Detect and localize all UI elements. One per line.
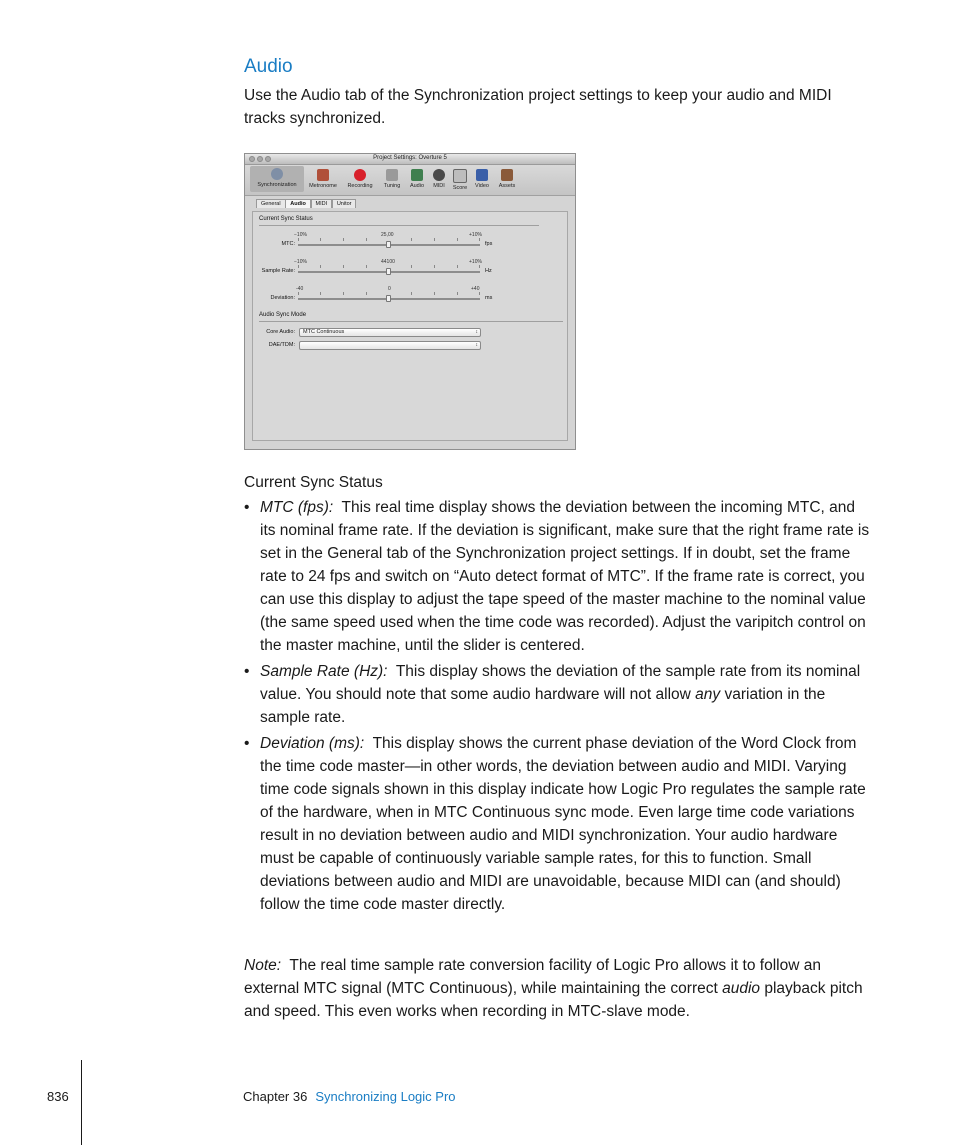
project-settings-window [244, 153, 576, 450]
bullet-term: Deviation (ms): [260, 735, 365, 752]
deviation-center-label: 0 [388, 286, 391, 292]
bullet-term: Sample Rate (Hz): [260, 663, 388, 680]
intro-paragraph: Use the Audio tab of the Synchronization project settings to keep your audio and MIDI tracks synchronized. [244, 87, 832, 127]
toolbar-tuning[interactable]: Tuning [379, 167, 405, 189]
tab-midi[interactable]: MIDI [311, 199, 333, 208]
note-text: playback pitch and speed. This even works when recording in MTC-slave mode. [244, 980, 863, 1020]
settings-tabs [256, 199, 354, 208]
mtc-min-label: −10% [294, 232, 307, 238]
toolbar-midi[interactable]: MIDI [428, 167, 450, 189]
tick [457, 292, 458, 295]
divider [259, 321, 563, 322]
assets-icon [501, 169, 513, 181]
gears-icon [271, 168, 283, 180]
toolbar-video[interactable]: Video [471, 167, 493, 189]
divider [259, 225, 539, 226]
list-item [244, 660, 874, 729]
bullet-text: This display shows the deviation of the sample rate from its nominal value. You should note that some audio hardware will not allow [260, 663, 861, 703]
tick [457, 265, 458, 268]
toolbar-recording[interactable]: Recording [343, 167, 377, 189]
dae-tdm-label: DAE/TDM: [268, 342, 295, 348]
settings-toolbar [245, 165, 575, 196]
tab-general[interactable]: General [256, 199, 286, 208]
bullet-term: MTC (fps): [260, 499, 334, 516]
deviation-min-label: -40 [296, 286, 304, 292]
list-item [244, 732, 874, 916]
tick [366, 265, 367, 268]
tick [343, 292, 344, 295]
page-number: 836 [47, 1089, 69, 1104]
deviation-max-label: +40 [471, 286, 480, 292]
tick [298, 292, 299, 295]
bullet-text: This display shows the current phase deviation of the Word Clock from the time code master—in other words, the deviation between audio and MIDI. Varying time code signals shown in this display indicate how Logic Pro regulates the sample rate of the hardware, when in MTC Continuous sync mode. Even large time code variations result in no deviation between audio and MIDI synchronization. Your audio hardware must be capable of continuously variable sample rates, for this to function. Small deviations between audio and MIDI are unavoidable, because MIDI can (and should) follow the time code master directly. [260, 735, 866, 913]
tick [366, 238, 367, 241]
sample-rate-unit: Hz [485, 268, 492, 274]
tick [434, 265, 435, 268]
sample-rate-label: Sample Rate: [261, 268, 295, 274]
midi-icon [433, 169, 445, 181]
tick [343, 238, 344, 241]
tick [434, 238, 435, 241]
tick [411, 292, 412, 295]
toolbar-metronome[interactable]: Metronome [305, 167, 341, 189]
tick [343, 265, 344, 268]
bullet-emphasis: any [695, 686, 721, 703]
tick [320, 265, 321, 268]
tuning-fork-icon [386, 169, 398, 181]
dae-tdm-select[interactable] [299, 341, 481, 350]
window-titlebar [245, 154, 575, 165]
tick [298, 265, 299, 268]
video-icon [476, 169, 488, 181]
mtc-slider-knob[interactable] [386, 241, 391, 248]
current-sync-status-group-label: Current Sync Status [259, 216, 313, 222]
tick [479, 238, 480, 241]
sync-status-list [244, 496, 874, 919]
tick [411, 265, 412, 268]
audio-tab-panel [252, 211, 568, 441]
sample-rate-slider-knob[interactable] [386, 268, 391, 275]
tick [479, 292, 480, 295]
footer-chapter [243, 1089, 456, 1104]
audio-icon [411, 169, 423, 181]
tick [457, 238, 458, 241]
tab-audio[interactable]: Audio [285, 199, 311, 208]
toolbar-synchronization[interactable]: Synchronization [250, 166, 304, 192]
mtc-label: MTC: [281, 241, 295, 247]
toolbar-audio[interactable]: Audio [405, 167, 429, 189]
core-audio-select[interactable] [299, 328, 481, 337]
tick [298, 238, 299, 241]
updown-arrow-icon: ↕ [475, 329, 478, 335]
record-icon [354, 169, 366, 181]
score-icon [453, 169, 467, 183]
chapter-number: Chapter 36 [243, 1089, 308, 1104]
note-text: The real time sample rate conversion facility of Logic Pro allows it to follow an external MTC signal (MTC Continuous), while maintaining the correct [244, 957, 821, 997]
bullet-text: variation in the sample rate. [260, 686, 826, 726]
mtc-center-label: 25,00 [381, 232, 394, 238]
audio-sync-mode-group-label: Audio Sync Mode [259, 312, 307, 318]
sample-rate-center-label: 44100 [381, 259, 395, 265]
chapter-title-link[interactable]: Synchronizing Logic Pro [315, 1089, 456, 1104]
core-audio-value: MTC Continuous [303, 329, 345, 335]
window-title: Project Settings: Overture 5 [373, 155, 447, 161]
mtc-max-label: +10% [469, 232, 482, 238]
tick [434, 292, 435, 295]
sample-rate-min-label: −10% [294, 259, 307, 265]
toolbar-assets[interactable]: Assets [495, 167, 519, 189]
bullet-text: This real time display shows the deviation between the incoming MTC, and its nominal frame rate. If the deviation is significant, make sure that the right frame rate is set in the General tab of the Synchronization project settings. If in doubt, set the frame rate to 24 fps and switch on “Auto detect format of MTC”. If the frame rate is correct, you can use this display to adjust the tape speed of the master machine to the nominal value (the same speed used when the time code was recorded). Adjust the varipitch control on the master machine, until the slider is centered. [260, 499, 870, 654]
tick [320, 238, 321, 241]
metronome-icon [317, 169, 329, 181]
updown-arrow-icon: ↕ [475, 342, 478, 348]
sample-rate-max-label: +10% [469, 259, 482, 265]
tick [320, 292, 321, 295]
deviation-slider-knob[interactable] [386, 295, 391, 302]
note-emphasis: audio [722, 980, 761, 997]
core-audio-label: Core Audio: [266, 329, 295, 335]
section-title: Audio [244, 56, 293, 77]
note-label: Note: [244, 957, 282, 974]
note-paragraph [244, 954, 874, 1023]
mtc-unit: fps [485, 241, 493, 247]
deviation-unit: ms [485, 295, 493, 301]
deviation-label: Deviation: [270, 295, 295, 301]
toolbar-score[interactable]: Score [449, 167, 471, 191]
footer-divider [81, 1060, 82, 1145]
tab-unitor[interactable]: Unitor [332, 199, 357, 208]
current-sync-status-heading: Current Sync Status [244, 474, 383, 491]
tick [366, 292, 367, 295]
tick [479, 265, 480, 268]
list-item [244, 496, 874, 657]
tick [411, 238, 412, 241]
